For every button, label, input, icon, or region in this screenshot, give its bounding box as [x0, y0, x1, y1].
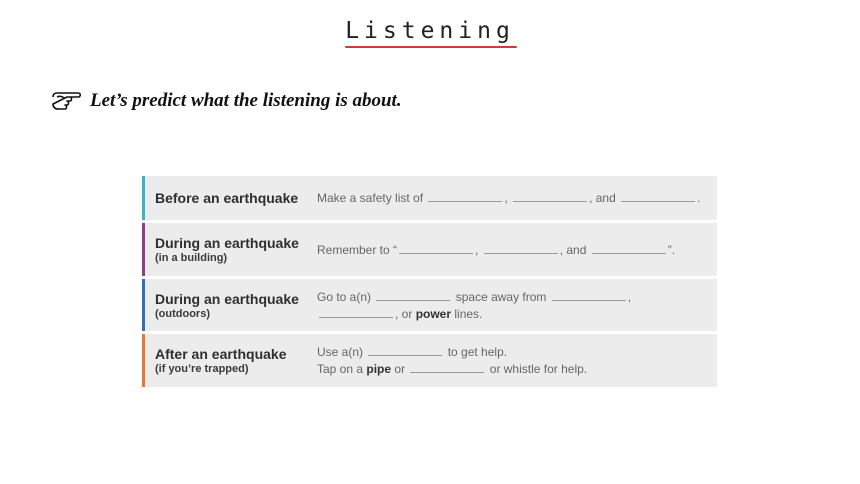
row-text: ,: [475, 242, 479, 257]
row-heading: During an earthquake: [155, 235, 299, 251]
row-text: Remember to “: [317, 242, 398, 257]
answer-blank: [410, 371, 484, 373]
row-text: Use a(n): [317, 345, 364, 359]
answer-blank: [319, 316, 393, 318]
row-content-cell: [307, 279, 717, 331]
row-text: , and: [589, 191, 616, 205]
row-content-cell: [307, 223, 717, 276]
row-subheading: (if you’re trapped): [155, 363, 249, 375]
answer-blank: [428, 200, 502, 202]
row-content-cell: [307, 334, 717, 387]
pointing-hand-icon: [50, 88, 84, 114]
table-row-after: [142, 334, 717, 387]
row-subheading: (in a building): [155, 252, 228, 264]
row-text: Tap on a: [317, 362, 364, 376]
instruction: [50, 88, 402, 114]
row-text: ”.: [667, 242, 676, 257]
answer-blank: [513, 200, 587, 202]
row-heading: After an earthquake: [155, 346, 287, 362]
row-text: .: [697, 191, 701, 205]
row-text: Go to a(n): [317, 289, 372, 304]
page-title: Listening: [345, 18, 515, 44]
row-text: lines.: [454, 306, 483, 321]
row-heading-cell: [142, 279, 304, 331]
table-row-during-outdoors: [142, 279, 717, 331]
answer-blank: [621, 200, 695, 202]
row-text: Make a safety list of: [317, 191, 424, 205]
table-row-before: [142, 176, 717, 220]
keyword: power: [415, 306, 452, 321]
row-heading-cell: [142, 223, 304, 276]
title-underline: [345, 46, 517, 48]
row-text: , or: [395, 306, 413, 321]
answer-blank: [399, 252, 473, 254]
row-heading: Before an earthquake: [155, 190, 299, 206]
answer-blank: [592, 252, 666, 254]
row-subheading: (outdoors): [155, 307, 210, 320]
table-row-during-building: [142, 223, 717, 276]
row-text: ,: [504, 191, 508, 205]
row-text: , and: [559, 242, 587, 257]
row-content-cell: [307, 176, 717, 220]
answer-blank: [368, 354, 442, 356]
answer-blank: [376, 299, 450, 301]
keyword: pipe: [366, 362, 392, 376]
row-text: space away from: [455, 289, 547, 304]
row-heading: During an earthquake: [155, 290, 299, 307]
row-text: ,: [627, 289, 632, 304]
earthquake-table: [142, 176, 717, 390]
row-text: or whistle for help.: [489, 362, 588, 376]
answer-blank: [484, 252, 558, 254]
row-text: to get help.: [447, 345, 508, 359]
answer-blank: [552, 299, 626, 301]
row-heading-cell: [142, 334, 304, 387]
row-text: or: [394, 362, 406, 376]
row-heading-cell: [142, 176, 304, 220]
instruction-text: Let’s predict what the listening is about.: [90, 90, 402, 111]
